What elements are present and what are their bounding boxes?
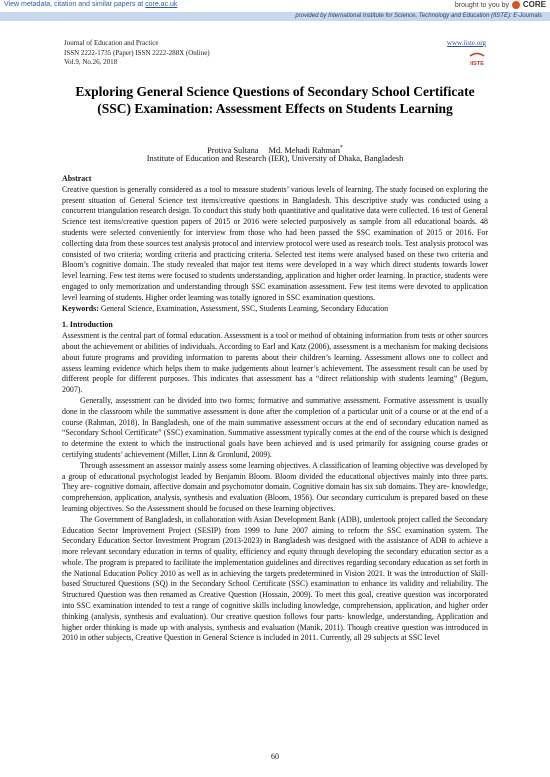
page-number: 60 — [271, 752, 279, 761]
core-brand: brought to you by CORE — [454, 0, 546, 9]
corresponding-mark: * — [339, 145, 343, 151]
paragraph: The Government of Bangladesh, in collaboration with Asian Development Bank (ADB), undertook project called the Secondary Education Sector Improvement Project (SESIP) from 1999 to June 2007 aiming to reform the SSC examination system. The Secondary Education Sector Investment Program (2013-2023) in Bangladesh was designed with the assistance of ADB to achieve a more relevant secondary education in terms of quality, efficiency and equity through developing the secondary education sector as a whole. The program is prepared to facilitate the implementation guidelines and directives regarding secondary education as set forth in the National Education Policy 2010 as well as in achieving the targets predetermined in Vision 2021. It was the introduction of Skill-based Structured Questions (SQ) in the Secondary School Certificate (SSC) examination to enhance its validity and reliability. The Structured Question was then renamed as Creative Question (Hossain, 2009). To meet this goal, creative question was incorporated into SSC examination intended to test a range of cognitive skills including knowledge, comprehension, application, and higher order thinking (analysis, synthesis and evaluation). Our creative question follows four parts- knowledge, understanding, Application and higher order thinking is made up with analysis, synthesis and evaluation (Manik, 2011). Though creative question was introduced in 2010 in other subjects, Creative Question in General Science is included in 2011. Currently, all 29 subjects at SSC level — [62, 514, 488, 643]
journal-name: Journal of Education and Practice — [64, 39, 159, 47]
author-name: Protiva Sultana — [207, 145, 259, 155]
paragraph: Assessment is the central part of formal education. Assessment is a tool or method of obtaining information from tests or other sources about the achievement or abilities of individuals. According to Earl and Katz (2006), assessment is a mechanism for making decisions about future programs and providing information to parents about their children’s learning. Assessment allows one to collect and assess learning evidence which helps them to make judgements about learner’s achievement. The assessment result can be used by different people for different purposes. This indicates that assessment has a “direct relationship with students learning” (Begum, 2007). — [62, 331, 488, 395]
affiliation: Institute of Education and Research (IER), University of Dhaka, Bangladesh — [146, 154, 404, 163]
abstract-text: Creative question is generally considered as a tool to measure students’ various levels of learning. The study focused on exploring the present situation of General Science test items/creative questions in Bangladesh. This descriptive study was conducted using a concurrent triangulation research design. To conduct this study both quantitative and qualitative data were collected. 16 test of General Science test items/creative question papers of 2015 or 2016 were selected purposively as sample from all educational boards. 48 students were selected conveniently for interview from those who had been passed the SSC examination of 2015 or 2016. For collecting data from these sources test analysis protocol and interview protocol were used as research tools. Test analysis protocol was consisted of two criteria; wording criteria and practicing criteria. Selected test items were analysed based on these two criteria and Bloom’s cognitive domain. The study revealed that major test items were developed in a way which direct students towards lower level learning. Few test items were focused to students understanding, application and higher order learning. In practice, students were engaged to only memorization and understanding through SSC examination assessment. Few test items were devoted to application level learning of students. Higher order learning was totally ignored in SSC examination questions. — [62, 184, 488, 302]
paragraph: Generally, assessment can be divided into two forms; formative and summative assessment. Formative assessment is usually done in the classroom while the summative assessment is done after the completion of a particular unit of a course or at the end of a course (Rahman, 2018). In Bangladesh, one of the main summative assessment occurs at the end of secondary education named as “Secondary School Certificate” (SSC) examination. Summative assessment typically comes at the end of the course which is designed to determine the extent to which the instructional goals have been achieved and is used primarily for assigning course grades or certifying students’ achievement (Miller, Linn & Gronlund, 2009). — [62, 395, 488, 459]
metadata-notice: View metadata, citation and similar papers at core.ac.uk — [4, 1, 178, 8]
svg-text:IISTE: IISTE — [470, 61, 484, 67]
journal-volume: Vol.9, No.26, 2018 — [64, 58, 118, 66]
section-heading: 1. Introduction — [62, 320, 113, 330]
keywords-label: Keywords: — [62, 303, 99, 313]
journal-url-link[interactable]: www.iiste.org — [446, 39, 486, 47]
author-name: Md. Mehadi Rahman — [268, 145, 340, 155]
paragraph: Through assessment an assessor mainly assess some learning objectives. A classification of learning objective was developed by a group of educational psychologist leaded by Benjamin Bloom. Bloom divided the educational objectives mainly into three parts. They are- cognitive domain, affective domain and psychomotor domain. Cognitive domain has six sub domains. They are- knowledge, comprehension, application, analysis, synthesis and evaluation (Bloom, 1956). Our secondary curriculum is prepared based on these learning objectives. So the Assessment should be focused on these learning objectives. — [62, 460, 488, 513]
core-logo-icon — [512, 1, 520, 9]
core-topbar — [0, 0, 550, 10]
paper-title: Exploring General Science Questions of Secondary School Certificate (SSC) Examination: Assessment Effects on Students Learning — [75, 84, 475, 116]
journal-issn: ISSN 2222-1735 (Paper) ISSN 2222-288X (Online) — [64, 48, 210, 57]
iiste-logo-icon — [468, 50, 486, 68]
provided-by-banner: provided by International Institute for Science, Technology and Education (IISTE): E-Journals — [0, 12, 550, 21]
keywords-line — [62, 304, 488, 315]
journal-header — [64, 39, 210, 68]
core-link[interactable]: core.ac.uk — [145, 1, 178, 8]
paper-body — [62, 174, 488, 644]
keywords-text: General Science, Examination, Assessment, SSC, Students Learning, Secondary Education — [100, 303, 389, 313]
abstract-heading: Abstract — [62, 174, 92, 183]
